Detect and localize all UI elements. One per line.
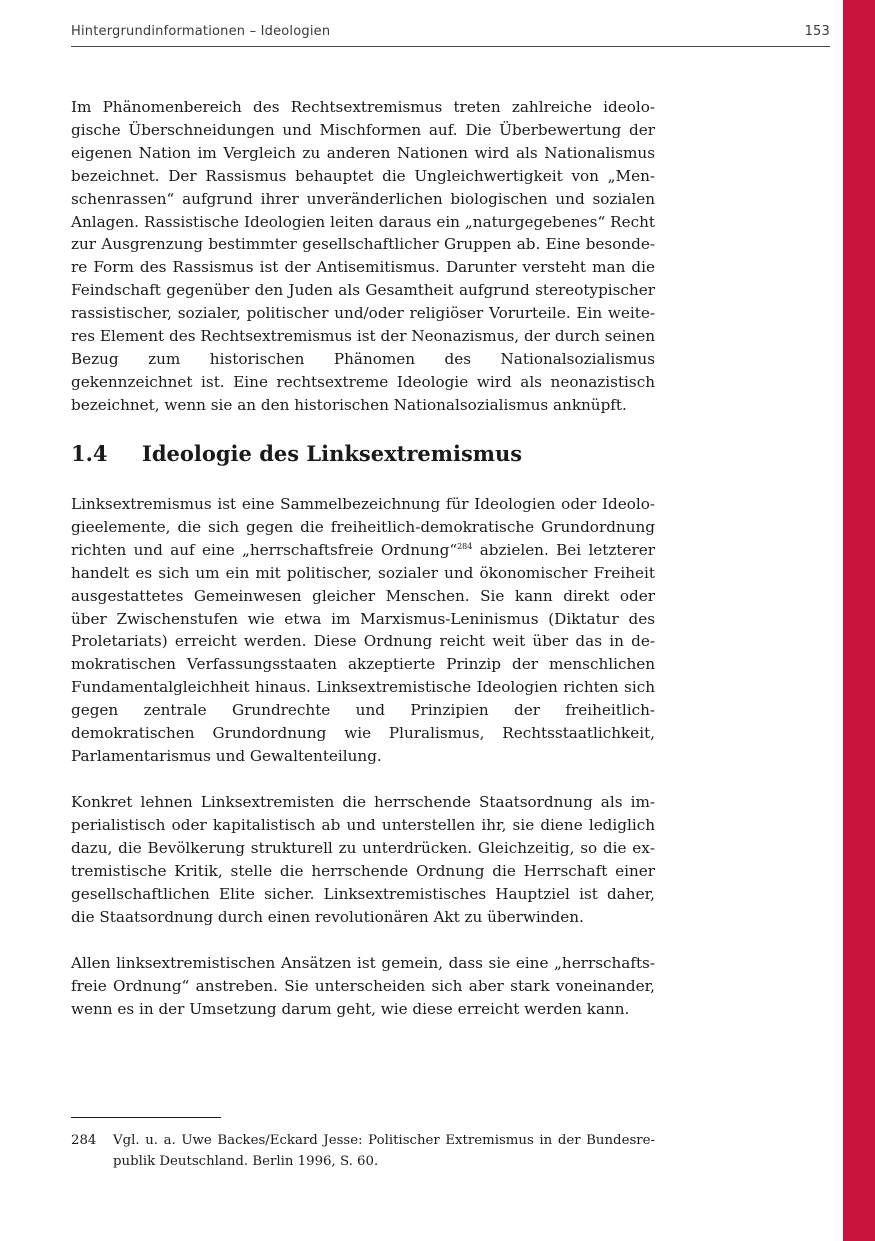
section-number: 1.4 bbox=[71, 441, 108, 466]
page-number: 153 bbox=[804, 24, 830, 39]
footnote bbox=[71, 1131, 655, 1172]
paragraph-text-end: abzielen. Bei letzterer handelt es sich um ein mit politischer, sozialer und ökonomischer Freiheit ausgestattetes Gemeinwesen gleicher Menschen. Sie kann direkt oder über Zwischenstufen wie etwa im Marxismus-Leninismus (Diktatur des Proletariats) erreicht werden. Diese Ordnung reicht weit über das in demokratischen Verfassungsstaaten akzeptierte Prinzip der menschlichen Fundamentalgleichheit hinaus. Linksextremistische Ideologien richten sich gegen zentrale Grundrechte und Prinzipien der freiheitlich-demokratischen Grundordnung wie Pluralismus, Rechtsstaatlichkeit, Parlamentarismus und Gewaltenteilung. bbox=[71, 540, 656, 765]
running-head bbox=[71, 24, 830, 47]
paragraph-staatsordnung: Konkret lehnen Linksextremisten die herrschende Staatsordnung als imperialistisch oder kapitalistisch ab und unterstellen ihr, sie diene lediglich dazu, die Bevölkerung strukturell zu unterdrücken. Gleichzeitig, so die extremistische Kritik, stelle die herrschende Ordnung die Herrschaft einer gesellschaftlichen Elite sicher. Linksextremistisches Hauptziel ist daher, die Staatsordnung durch einen revolutionären Akt zu überwinden. bbox=[71, 793, 655, 926]
paragraph-linksextremismus-definition bbox=[71, 493, 655, 768]
running-head-title: Hintergrundinformationen – Ideologien bbox=[71, 24, 331, 39]
section-title: Ideologie des Linksextremismus bbox=[142, 441, 523, 466]
paragraph-text-start: Linksextremismus ist eine Sammelbezeichnung für Ideologien oder Ideologieelemente, die sich gegen die freiheitlich-demokratische Grundordnung richten und auf eine „herrschaftsfreie Ordnung“ bbox=[71, 495, 655, 559]
footnote-text: Vgl. u. a. Uwe Backes/Eckard Jesse: Politischer Extremismus in der Bundesrepublik Deutschland. Berlin 1996, S. 60. bbox=[113, 1133, 655, 1169]
footnote-divider bbox=[71, 1117, 221, 1118]
accent-bar bbox=[843, 0, 875, 1241]
paragraph-herrschaftsfreie-ordnung: Allen linksextremistischen Ansätzen ist gemein, dass sie eine „herrschaftsfreie Ordnung“ anstreben. Sie unterscheiden sich aber stark voneinander, wenn es in der Umsetzung darum geht, wie diese erreicht werden kann. bbox=[71, 954, 655, 1018]
section-heading bbox=[71, 441, 655, 466]
footnote-number: 284 bbox=[71, 1133, 97, 1148]
footnote-reference[interactable]: 284 bbox=[457, 541, 473, 551]
paragraph-rechtsextremismus: Im Phänomenbereich des Rechtsextremismus treten zahlreiche ideologische Überschneidungen und Mischformen auf. Die Überbewertung der eigenen Nation im Vergleich zu anderen Nationen wird als Nationalismus bezeichnet. Der Rassismus behauptet die Ungleichwertigkeit von „Menschenrassen“ aufgrund ihrer unveränderlichen biologischen und sozialen Anlagen. Rassistische Ideologien leiten daraus ein „naturgegebenes“ Recht zur Ausgrenzung bestimmter gesellschaftlicher Gruppen ab. Eine besondere Form des Rassismus ist der Antisemitismus. Darunter versteht man die Feindschaft gegenüber den Juden als Gesamtheit aufgrund stereotypischer rassistischer, sozialer, politischer und/oder religiöser Vorurteile. Ein weiteres Element des Rechtsextremismus ist der Neonazismus, der durch seinen Bezug zum historischen Phänomen des Nationalsozialismus gekennzeichnet ist. Eine rechtsextreme Ideologie wird als neonazistisch bezeichnet, wenn sie an den historischen Nationalsozialismus anknüpft. bbox=[71, 98, 655, 414]
